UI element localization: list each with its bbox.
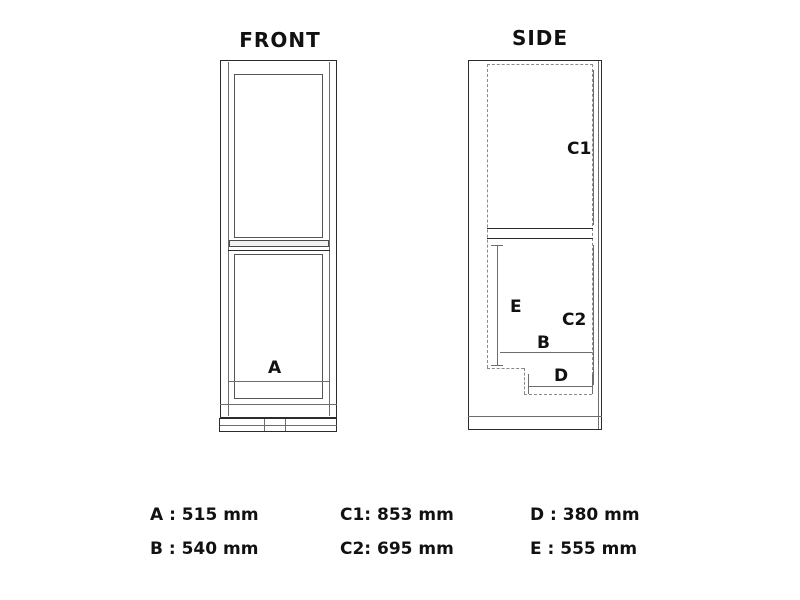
side-dim-d-tick-left	[528, 374, 529, 394]
side-compartment-split-lower	[487, 238, 593, 239]
front-base-line	[220, 404, 337, 405]
legend-item-e: E : 555 mm	[530, 539, 638, 559]
callout-c2: C2	[562, 310, 587, 330]
legend-item-c1: C1: 853 mm	[340, 505, 454, 525]
front-upper-door-panel	[234, 74, 323, 238]
side-step-bottom-hidden	[524, 394, 592, 395]
side-step-top-hidden	[487, 368, 524, 369]
legend-item-d: D : 380 mm	[530, 505, 640, 525]
side-cavity-left-hidden	[487, 64, 488, 368]
side-dim-e-tick-bottom	[491, 365, 503, 366]
legend-item-b: B : 540 mm	[150, 539, 259, 559]
front-door-split-line	[228, 250, 330, 251]
callout-e: E	[510, 297, 522, 317]
legend-item-a: A : 515 mm	[150, 505, 259, 525]
side-dim-d-line	[528, 386, 592, 387]
callout-b: B	[537, 333, 550, 353]
front-dim-a-line	[228, 381, 330, 382]
dimension-legend	[150, 498, 680, 566]
side-dim-c1-line	[593, 70, 594, 225]
callout-d: D	[554, 366, 569, 386]
side-dim-c2-line	[593, 245, 594, 385]
front-right-jamb	[329, 62, 330, 416]
side-dim-e-line	[497, 245, 498, 365]
callout-c1: C1	[567, 139, 592, 159]
front-view-title: FRONT	[239, 28, 321, 52]
side-base-line	[468, 416, 602, 417]
side-door-face-line	[598, 61, 599, 429]
side-step-riser-hidden	[524, 368, 525, 394]
side-dim-e-tick-top	[491, 245, 503, 246]
side-view-title: SIDE	[511, 26, 569, 50]
side-dim-d-tick-right	[592, 374, 593, 394]
front-door-divider-handle	[229, 240, 329, 247]
legend-item-c2: C2: 695 mm	[340, 539, 454, 559]
side-compartment-split-upper	[487, 228, 593, 229]
side-outer-body	[468, 60, 602, 430]
front-plinth-inner-line	[220, 425, 337, 426]
side-cavity-top-hidden	[487, 64, 593, 65]
callout-a: A	[268, 358, 282, 378]
front-left-jamb	[228, 62, 229, 416]
